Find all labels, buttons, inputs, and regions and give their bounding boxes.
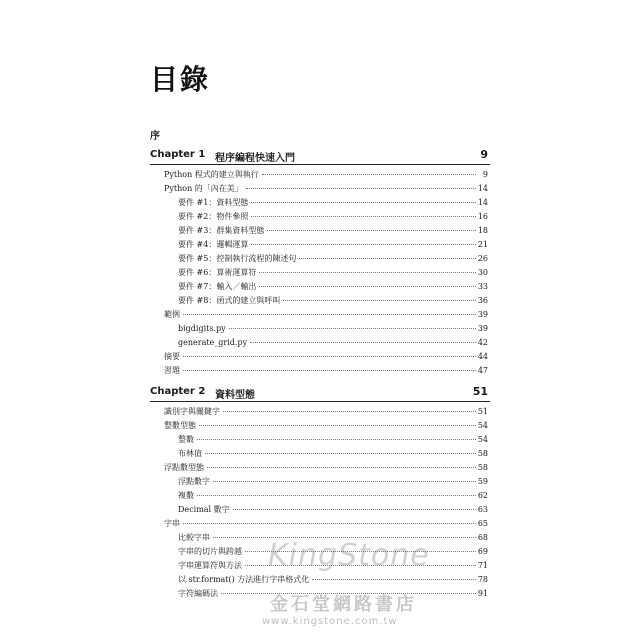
toc-entry-page: 39 — [477, 310, 488, 319]
toc-leader — [233, 509, 476, 510]
toc-entry-page: 47 — [477, 366, 488, 375]
toc-leader — [207, 467, 476, 468]
toc-entry[interactable] — [178, 197, 488, 209]
toc-entry-page: 78 — [477, 575, 488, 584]
toc-entry-label: 要件 #3：群集資料型態 — [178, 226, 265, 235]
toc-leader — [183, 314, 476, 315]
toc-entry-page: 51 — [477, 407, 488, 416]
watermark-brand-cn: 金石堂網路書店 — [270, 594, 417, 615]
toc-entry-label: 字符編碼法 — [178, 589, 218, 598]
toc-entry-label: 要件 #1：資料型態 — [178, 198, 249, 207]
toc-entry[interactable] — [178, 267, 488, 279]
toc-leader — [312, 579, 476, 580]
toc-entry-page: 68 — [477, 533, 488, 542]
toc-entry-page: 9 — [482, 170, 488, 179]
toc-entry[interactable] — [178, 281, 488, 293]
toc-entry-page: 33 — [477, 282, 488, 291]
toc-entry-label: Python 的「內在美」 — [164, 184, 243, 193]
toc-entry-label: Decimal 數字 — [178, 505, 230, 514]
toc-leader — [259, 286, 475, 287]
toc-leader — [197, 439, 476, 440]
toc-leader — [197, 495, 476, 496]
chapter-2-heading[interactable] — [150, 385, 490, 402]
toc-leader — [251, 216, 475, 217]
toc-entry-page: 58 — [477, 449, 488, 458]
toc-leader — [223, 411, 476, 412]
toc-entry-label: 浮點數型態 — [164, 463, 204, 472]
toc-entry-label: 要件 #4：邏輯運算 — [178, 240, 249, 249]
toc-entry[interactable] — [178, 448, 488, 460]
toc-entry-page: 30 — [477, 268, 488, 277]
toc-leader — [183, 523, 476, 524]
toc-entry-label: 整數型態 — [164, 421, 196, 430]
toc-entry[interactable] — [164, 518, 488, 530]
toc-leader — [205, 453, 476, 454]
toc-leader — [183, 370, 476, 371]
toc-entry-label: 識別字與關鍵字 — [164, 407, 220, 416]
toc-entry-label: generate_grid.py — [178, 338, 248, 347]
toc-entry[interactable] — [178, 295, 488, 307]
chapter-page: 51 — [472, 385, 488, 398]
chapter-page: 9 — [480, 148, 488, 161]
toc-entry-label: 要件 #7：輸入／輸出 — [178, 282, 257, 291]
toc-leader — [259, 272, 475, 273]
toc-entry-label: 比較字串 — [178, 533, 210, 542]
toc-entry-label: 字串 — [164, 519, 180, 528]
toc-entry-label: 要件 #8：函式的建立與呼叫 — [178, 296, 281, 305]
chapter-number: Chapter 2 — [150, 386, 206, 397]
toc-entry-page: 36 — [477, 296, 488, 305]
toc-entry-label: 以 str.format() 方法進行字串格式化 — [178, 575, 310, 584]
toc-entry[interactable] — [178, 476, 488, 488]
toc-leader — [213, 481, 476, 482]
toc-entry-page: 21 — [477, 240, 488, 249]
toc-entry[interactable] — [178, 323, 488, 335]
toc-entry-label: 複數 — [178, 491, 194, 500]
toc-entry-page: 62 — [477, 491, 488, 500]
toc-entry-page: 54 — [477, 421, 488, 430]
chapter-1-heading[interactable] — [150, 148, 490, 165]
toc-leader — [251, 244, 475, 245]
toc-entry[interactable] — [178, 490, 488, 502]
toc-entry[interactable] — [164, 420, 488, 432]
toc-entry-label: 布林值 — [178, 449, 202, 458]
toc-leader — [267, 230, 475, 231]
watermark-url: www.kingstone.com.tw — [262, 616, 398, 627]
toc-entry-page: 58 — [477, 463, 488, 472]
toc-leader — [199, 425, 476, 426]
toc-leader — [251, 202, 475, 203]
toc-entry[interactable] — [178, 239, 488, 251]
page-title: 目錄 — [150, 63, 211, 96]
toc-entry-page: 18 — [477, 226, 488, 235]
toc-leader — [183, 356, 476, 357]
toc-entry-page: 69 — [477, 547, 488, 556]
toc-entry-label: 整數 — [178, 435, 194, 444]
toc-leader — [299, 258, 475, 259]
toc-entry-page: 14 — [477, 198, 488, 207]
toc-entry-page: 42 — [477, 338, 488, 347]
toc-entry-label: 要件 #6：算術運算符 — [178, 268, 257, 277]
toc-entry-page: 54 — [477, 435, 488, 444]
toc-entry[interactable] — [178, 574, 488, 586]
toc-entry[interactable] — [164, 365, 488, 377]
toc-entry[interactable] — [178, 504, 488, 516]
toc-entry[interactable] — [178, 253, 488, 265]
toc-entry-label: bigdigits.py — [178, 324, 226, 333]
toc-entry-label: 習題 — [164, 366, 180, 375]
toc-entry[interactable] — [164, 462, 488, 474]
toc-entry[interactable] — [164, 309, 488, 321]
chapter-title: 程序編程快速入門 — [215, 153, 295, 164]
toc-entry[interactable] — [178, 337, 488, 349]
toc-entry-page: 39 — [477, 324, 488, 333]
toc-entry-label: 浮點數字 — [178, 477, 210, 486]
toc-entry-label: 摘要 — [164, 352, 180, 361]
toc-entry-page: 91 — [477, 589, 488, 598]
chapter-title: 資料型態 — [215, 390, 255, 401]
toc-entry-page: 63 — [477, 505, 488, 514]
toc-entry-page: 65 — [477, 519, 488, 528]
toc-entry-page: 26 — [477, 254, 488, 263]
toc-leader — [262, 174, 476, 175]
toc-entry-label: 範例 — [164, 310, 180, 319]
toc-entry-page: 71 — [477, 561, 488, 570]
toc-leader — [246, 188, 476, 189]
toc-entry-label: 字串運算符與方法 — [178, 561, 242, 570]
toc-entry[interactable] — [178, 434, 488, 446]
toc-entry[interactable] — [164, 169, 488, 181]
toc-leader — [229, 328, 476, 329]
watermark-brand: KingStone — [268, 538, 430, 573]
toc-leader — [283, 300, 475, 301]
toc-entry[interactable] — [164, 406, 488, 418]
toc-entry-page: 59 — [477, 477, 488, 486]
preface-heading: 序 — [150, 131, 160, 142]
toc-entry-label: 字串的切片與跨越 — [178, 547, 242, 556]
toc-entry[interactable] — [178, 225, 488, 237]
toc-entry-page: 16 — [477, 212, 488, 221]
toc-entry-page: 44 — [477, 352, 488, 361]
toc-entry-page: 14 — [477, 184, 488, 193]
toc-entry[interactable] — [178, 211, 488, 223]
toc-entry-label: 要件 #5：控制執行流程的陳述句 — [178, 254, 297, 263]
toc-entry[interactable] — [164, 183, 488, 195]
toc-leader — [250, 342, 476, 343]
chapter-number: Chapter 1 — [150, 149, 206, 160]
toc-entry[interactable] — [164, 351, 488, 363]
toc-entry-label: 要件 #2：物件參照 — [178, 212, 249, 221]
toc-entry-label: Python 程式的建立與執行 — [164, 170, 259, 179]
